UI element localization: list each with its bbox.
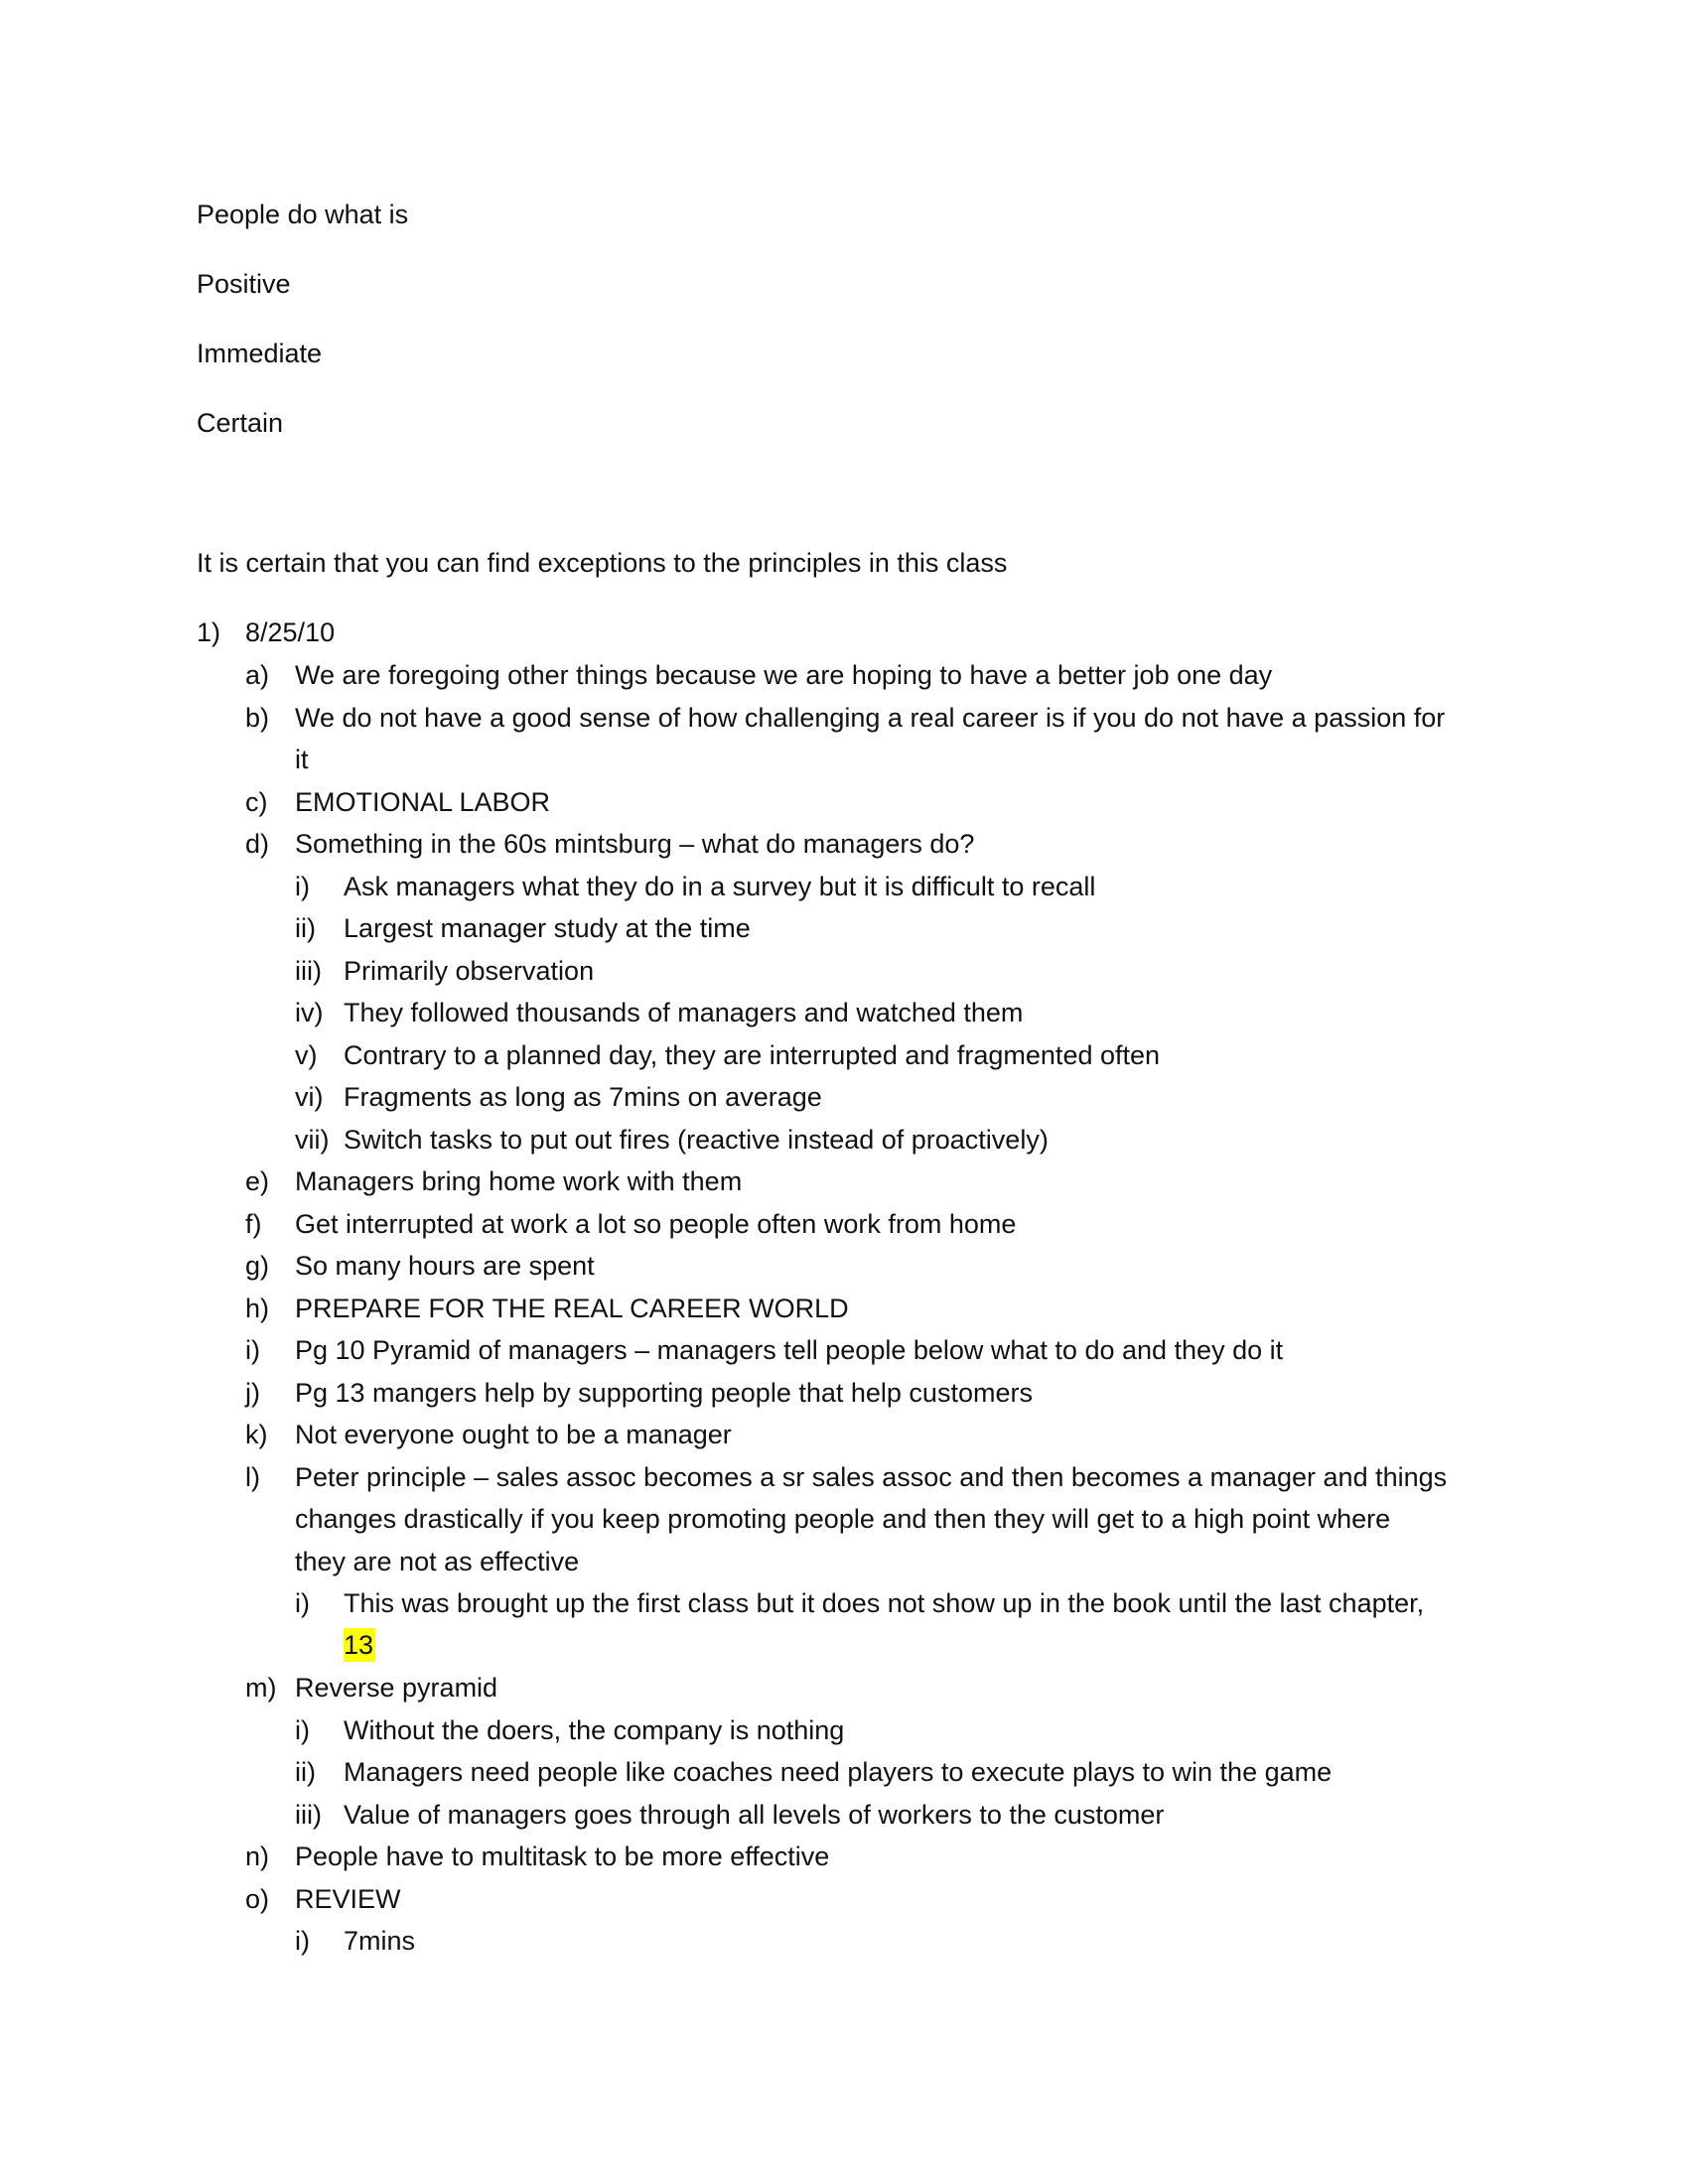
outline-item-1-date: 8/25/10 xyxy=(245,617,336,647)
outline-marker-n: n) xyxy=(245,1842,270,1871)
outline-item-i: Pg 10 Pyramid of managers – managers tell people below what to do and they do it xyxy=(295,1335,1284,1365)
outline-item-l-line1: Peter principle – sales assoc becomes a sr sales assoc and then becomes a manager and things xyxy=(295,1462,1448,1492)
outline-marker-d-v: v) xyxy=(295,1040,318,1070)
outline-item-k: Not everyone ought to be a manager xyxy=(295,1420,732,1449)
outline-item-m: Reverse pyramid xyxy=(295,1673,498,1703)
outline-marker-l: l) xyxy=(245,1462,260,1492)
outline-item-g: So many hours are spent xyxy=(295,1251,595,1281)
outline-marker-m-i: i) xyxy=(295,1715,310,1745)
outline-item-l-i-line1: This was brought up the first class but it does not show up in the book until the last chapter, xyxy=(344,1588,1425,1618)
outline-marker-k: k) xyxy=(245,1420,268,1449)
outline-item-l-line3: they are not as effective xyxy=(295,1547,580,1576)
outline-marker-g: g) xyxy=(245,1251,270,1281)
outline-item-l-line2: changes drastically if you keep promoting people and then they will get to a high point where xyxy=(295,1504,1391,1534)
outline-marker-h: h) xyxy=(245,1294,270,1323)
outline-marker-i: i) xyxy=(245,1335,260,1365)
outline-marker-o: o) xyxy=(245,1884,270,1914)
outline-item-m-i: Without the doers, the company is nothing xyxy=(344,1715,845,1745)
outline-item-d: Something in the 60s mintsburg – what do managers do? xyxy=(295,829,975,859)
outline-marker-1: 1) xyxy=(197,617,221,647)
outline-marker-d-iv: iv) xyxy=(295,998,324,1027)
outline-marker-d-ii: ii) xyxy=(295,913,316,943)
outline-item-d-v: Contrary to a planned day, they are interrupted and fragmented often xyxy=(344,1040,1161,1070)
outline-marker-a: a) xyxy=(245,660,270,690)
outline-item-o: REVIEW xyxy=(295,1884,401,1914)
outline-marker-m-ii: ii) xyxy=(295,1757,316,1787)
intro-line-positive: Positive xyxy=(197,269,291,299)
outline-item-b-line1: We do not have a good sense of how challenging a real career is if you do not have a passion for xyxy=(295,703,1446,733)
outline-item-d-iii: Primarily observation xyxy=(344,956,595,986)
intro-line-people-do: People do what is xyxy=(197,200,409,229)
outline-item-o-i: 7mins xyxy=(344,1926,416,1956)
outline-marker-d-iii: iii) xyxy=(295,956,322,986)
outline-marker-b: b) xyxy=(245,703,270,733)
outline-item-l-i-line2: 13 xyxy=(344,1630,374,1660)
outline-item-d-i: Ask managers what they do in a survey but it is difficult to recall xyxy=(344,872,1096,901)
outline-marker-f: f) xyxy=(245,1209,262,1239)
intro-line-immediate: Immediate xyxy=(197,339,323,368)
intro-line-exceptions: It is certain that you can find exceptions to the principles in this class xyxy=(197,548,1008,578)
outline-item-m-ii: Managers need people like coaches need players to execute plays to win the game xyxy=(344,1757,1333,1787)
outline-item-h: PREPARE FOR THE REAL CAREER WORLD xyxy=(295,1294,849,1323)
outline-item-j: Pg 13 mangers help by supporting people that help customers xyxy=(295,1378,1033,1408)
outline-item-d-iv: They followed thousands of managers and watched them xyxy=(344,998,1024,1027)
outline-marker-d: d) xyxy=(245,829,270,859)
outline-item-c: EMOTIONAL LABOR xyxy=(295,787,551,817)
outline-marker-d-vii: vii) xyxy=(295,1125,330,1155)
outline-item-n: People have to multitask to be more effective xyxy=(295,1842,830,1871)
outline-marker-j: j) xyxy=(245,1378,260,1408)
outline-marker-e: e) xyxy=(245,1166,270,1196)
intro-line-certain: Certain xyxy=(197,408,284,438)
outline-item-a: We are foregoing other things because we are hoping to have a better job one day xyxy=(295,660,1273,690)
outline-item-d-vi: Fragments as long as 7mins on average xyxy=(344,1082,822,1112)
outline-item-b-line2: it xyxy=(295,745,309,774)
outline-item-d-vii: Switch tasks to put out fires (reactive instead of proactively) xyxy=(344,1125,1049,1155)
outline-marker-o-i: i) xyxy=(295,1926,310,1956)
outline-marker-m-iii: iii) xyxy=(295,1800,322,1830)
outline-item-e: Managers bring home work with them xyxy=(295,1166,743,1196)
outline-marker-c: c) xyxy=(245,787,268,817)
outline-marker-d-i: i) xyxy=(295,872,310,901)
outline-marker-l-i: i) xyxy=(295,1588,310,1618)
outline-item-f: Get interrupted at work a lot so people often work from home xyxy=(295,1209,1017,1239)
outline-marker-d-vi: vi) xyxy=(295,1082,324,1112)
outline-item-m-iii: Value of managers goes through all levels of workers to the customer xyxy=(344,1800,1165,1830)
outline-item-d-ii: Largest manager study at the time xyxy=(344,913,751,943)
outline-marker-m: m) xyxy=(245,1673,277,1703)
